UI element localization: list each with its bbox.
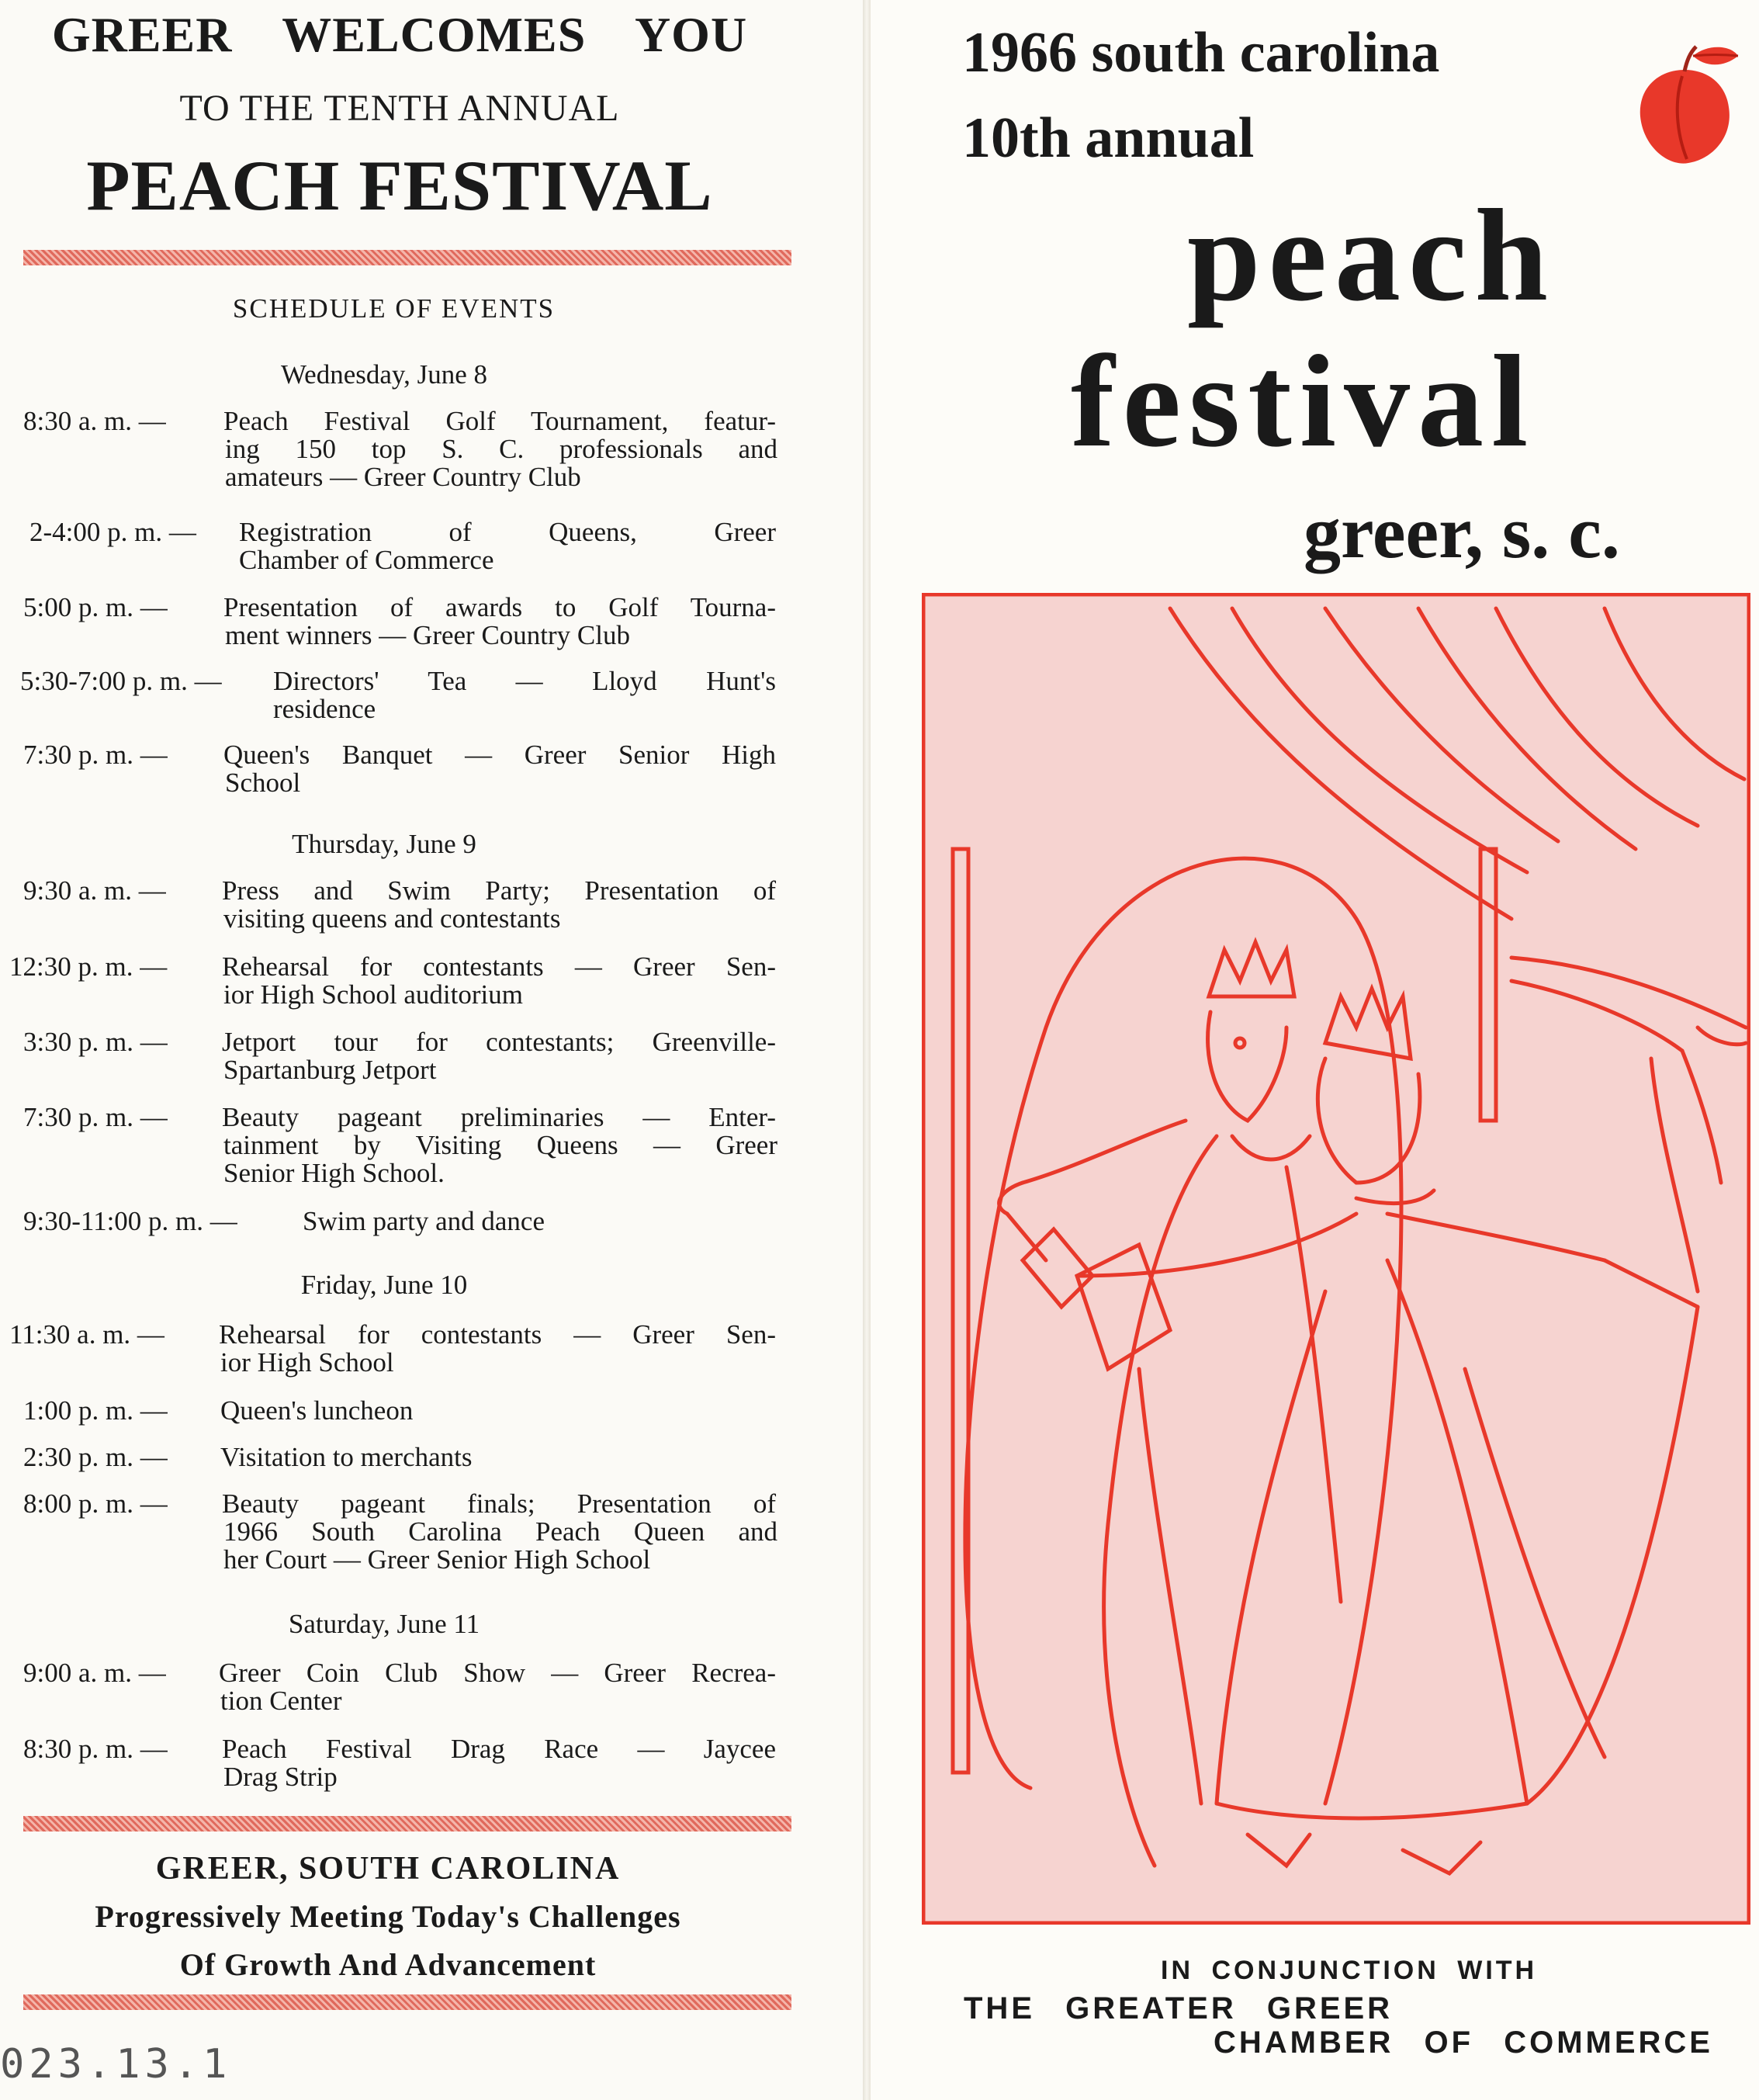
- event-time: 2:30 p. m. —: [23, 1442, 168, 1472]
- divider-top: [23, 250, 791, 265]
- cover-title-city: greer, s. c.: [1304, 490, 1620, 574]
- fold-crease: [863, 0, 871, 2100]
- event-description-line: her Court — Greer Senior High School: [223, 1544, 651, 1575]
- event-description-line: Peach Festival Drag Race — Jaycee: [222, 1734, 776, 1764]
- event-description-line: Greer Coin Club Show — Greer Recrea-: [219, 1658, 776, 1688]
- event-time: 1:00 p. m. —: [23, 1395, 168, 1426]
- event-description-line: ior High School auditorium: [223, 979, 523, 1010]
- welcome-heading: GREER WELCOMES YOU: [51, 7, 748, 62]
- event-time: 9:30 a. m. —: [23, 875, 166, 906]
- event-description-line: Presentation of awards to Golf Tourna-: [223, 592, 776, 622]
- event-description-line: Beauty pageant finals; Presentation of: [222, 1488, 776, 1519]
- event-time: 5:30-7:00 p. m. —: [20, 666, 222, 696]
- event-time: 7:30 p. m. —: [23, 740, 168, 770]
- event-description-line: Drag Strip: [223, 1762, 338, 1792]
- catalog-number: 023.13.1: [0, 2041, 232, 2088]
- divider-bottom: [23, 1994, 791, 2010]
- event-description-line: Chamber of Commerce: [239, 545, 494, 575]
- event-description-line: Rehearsal for contestants — Greer Sen-: [219, 1319, 776, 1350]
- event-time: 7:30 p. m. —: [23, 1102, 168, 1132]
- cover-title-festival: festival: [1071, 328, 1536, 474]
- event-description-line: School: [225, 768, 301, 798]
- event-description-line: Directors' Tea — Lloyd Hunt's: [273, 666, 776, 696]
- event-description-line: Queen's Banquet — Greer Senior High: [223, 740, 776, 770]
- event-description-line: visiting queens and contestants: [223, 903, 561, 934]
- event-description-line: residence: [273, 694, 376, 724]
- event-time: 8:00 p. m. —: [23, 1488, 168, 1519]
- event-description-line: ment winners — Greer Country Club: [225, 620, 630, 650]
- event-description-line: amateurs — Greer Country Club: [225, 462, 581, 492]
- event-time: 5:00 p. m. —: [23, 592, 168, 622]
- event-description-line: ing 150 top S. C. professionals and: [225, 434, 777, 464]
- day-heading: Thursday, June 9: [292, 829, 476, 859]
- footer-city: GREER, SOUTH CAROLINA: [155, 1851, 621, 1887]
- event-description-line: Swim party and dance: [303, 1206, 545, 1236]
- event-time: 9:00 a. m. —: [23, 1658, 166, 1688]
- schedule-title: SCHEDULE OF EVENTS: [232, 293, 556, 324]
- day-heading: Wednesday, June 8: [280, 359, 488, 390]
- conjunction-line-2: THE GREATER GREER: [964, 1991, 1394, 2025]
- event-description-line: Visitation to merchants: [220, 1442, 473, 1472]
- schedule-panel: [0, 0, 863, 2100]
- conjunction-line-3: CHAMBER OF COMMERCE: [1214, 2025, 1713, 2060]
- event-description-line: Registration of Queens, Greer: [239, 517, 776, 547]
- day-heading: Saturday, June 11: [288, 1609, 480, 1639]
- event-description-line: Jetport tour for contestants; Greenville-: [222, 1027, 776, 1057]
- event-description-line: Queen's luncheon: [220, 1395, 414, 1426]
- event-time: 11:30 a. m. —: [9, 1319, 164, 1350]
- event-description-line: Senior High School.: [223, 1158, 445, 1188]
- festival-heading: PEACH FESTIVAL: [86, 146, 713, 225]
- queens-mirror-illustration: [922, 593, 1750, 1925]
- cover-title-line-1: 1966 south carolina: [962, 21, 1440, 85]
- divider-middle: [23, 1816, 791, 1831]
- event-description-line: Beauty pageant preliminaries — Enter-: [222, 1102, 776, 1132]
- event-description-line: tion Center: [220, 1686, 342, 1716]
- event-time: 8:30 p. m. —: [23, 1734, 168, 1764]
- conjunction-line-1: IN CONJUNCTION WITH: [1161, 1956, 1538, 1985]
- day-heading: Friday, June 10: [300, 1270, 468, 1300]
- peach-icon: [1626, 39, 1743, 171]
- event-description-line: tainment by Visiting Queens — Greer: [223, 1130, 777, 1160]
- cover-title-line-2: 10th annual: [962, 106, 1255, 170]
- event-description-line: ior High School: [220, 1347, 394, 1377]
- footer-tagline-1: Progressively Meeting Today's Challenges: [95, 1899, 681, 1934]
- welcome-subheading: TO THE TENTH ANNUAL: [179, 88, 620, 129]
- event-description-line: Peach Festival Golf Tournament, featur-: [223, 406, 776, 436]
- event-description-line: Spartanburg Jetport: [223, 1055, 437, 1085]
- footer-tagline-2: Of Growth And Advancement: [179, 1947, 597, 1982]
- event-description-line: Rehearsal for contestants — Greer Sen-: [222, 951, 776, 982]
- event-description-line: Press and Swim Party; Presentation of: [222, 875, 776, 906]
- event-time: 9:30-11:00 p. m. —: [23, 1206, 237, 1236]
- event-description-line: 1966 South Carolina Peach Queen and: [223, 1516, 777, 1547]
- event-time: 8:30 a. m. —: [23, 406, 166, 436]
- cover-title-peach: peach: [1187, 182, 1556, 328]
- event-time: 12:30 p. m. —: [9, 951, 168, 982]
- event-time: 3:30 p. m. —: [23, 1027, 168, 1057]
- event-time: 2-4:00 p. m. —: [29, 517, 196, 547]
